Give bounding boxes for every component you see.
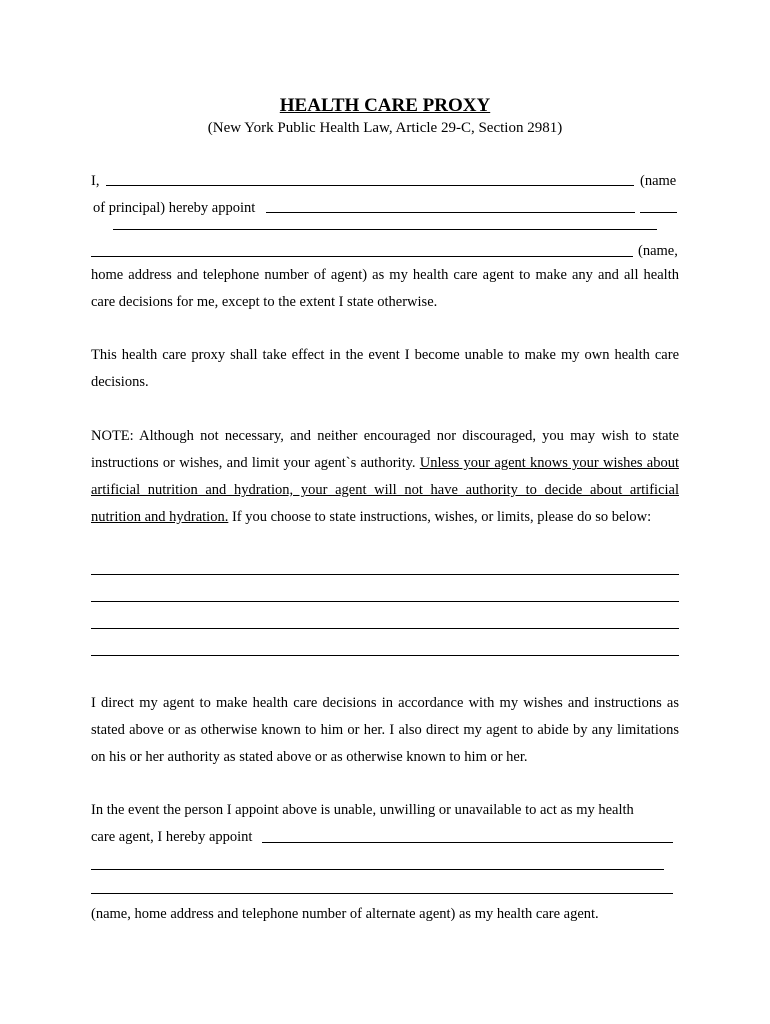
instructions-line-1[interactable] [91, 574, 679, 575]
note-text-2: If you choose to state instructions, wishes, or limits, please do so below: [228, 509, 652, 525]
appoint-prefix: of principal) hereby appoint [93, 200, 256, 216]
principal-name-blank[interactable] [106, 185, 634, 186]
instructions-line-3[interactable] [91, 628, 679, 629]
document-subtitle: (New York Public Health Law, Article 29-C, Section 2981) [207, 120, 563, 136]
note-text-1: NOTE: Although not necessary, and neither encouraged nor discouraged, you may wish to state instructions or wishes, and limit your agent`s authority. [91, 428, 679, 471]
agent-name-blank[interactable] [266, 212, 635, 213]
alternate-address-blank-1[interactable] [91, 869, 664, 870]
instructions-line-2[interactable] [91, 601, 679, 602]
agent-paragraph: home address and telephone number of agent) as my health care agent to make any and all health care decisions for me, except to the extent I state otherwise. [91, 267, 679, 310]
alternate-intro-line-1: In the event the person I appoint above is unable, unwilling or unavailable to act as my health [91, 802, 634, 818]
alternate-address-blank-2[interactable] [91, 893, 673, 894]
agent-address-blank-1[interactable] [113, 229, 657, 230]
agent-suffix: (name, [638, 243, 678, 259]
alternate-name-blank[interactable] [262, 842, 673, 843]
note-paragraph [91, 423, 679, 531]
instructions-line-4[interactable] [91, 655, 679, 656]
principal-suffix: (name [640, 173, 677, 189]
direct-paragraph: I direct my agent to make health care decisions in accordance with my wishes and instructions as stated above or as otherwise known to him or her. I also direct my agent to abide by any limitations on his or her authority as stated above or as otherwise known to him or her. [91, 695, 679, 765]
agent-name-blank-extra[interactable] [640, 212, 677, 213]
alternate-intro-prefix: care agent, I hereby appoint [91, 829, 253, 845]
effect-paragraph: This health care proxy shall take effect in the event I become unable to make my own health care decisions. [91, 347, 679, 390]
agent-address-blank-2[interactable] [91, 256, 633, 257]
alternate-closing: (name, home address and telephone number of alternate agent) as my health care agent. [91, 906, 599, 922]
document-title: HEALTH CARE PROXY [279, 95, 491, 116]
principal-prefix: I, [91, 173, 100, 189]
note-underlined-warning: Unless your agent knows your wishes about artificial nutrition and hydration, your agent will not have authority to decide about artificial nutrition and hydration. [91, 455, 679, 525]
